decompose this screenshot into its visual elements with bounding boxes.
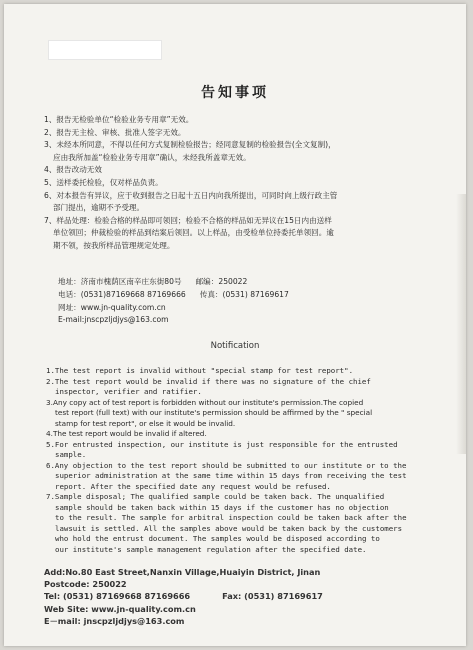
cn-address-row: [58, 276, 418, 289]
en-notice-line: inspector, verifier and ratifier.: [55, 387, 202, 396]
cn-address: 地址：济南市槐荫区南辛庄东街80号: [58, 277, 182, 286]
en-notice-line: superior administration at the same time within 15 days from receiving the test: [55, 471, 407, 480]
en-address: Add:No.80 East Street,Nanxin Village,Huaiyin District, Jinan: [44, 567, 321, 577]
en-notice-line: sample should be taken back within 15 days if the customer has no objection: [55, 502, 389, 512]
cn-notice-line: 7、样品处理：检验合格的样品即可领回；检验不合格的样品如无异议在15日内由送样: [44, 215, 332, 225]
cn-notice-line: 5、送样委托检验，仅对样品负责。: [44, 177, 163, 187]
en-contact-block: [44, 566, 444, 627]
cn-notice-line: 单位领回；仲裁检验的样品到结案后领回。以上样品，由受检单位持委托单领回。逾: [53, 228, 334, 238]
en-tel: Tel: (0531) 87169668 87169666: [44, 591, 191, 602]
cn-notice-line: 应由我所加盖“检验业务专用章”确认，未经我所盖章无效。: [53, 152, 251, 162]
cn-notice-line: 3、未经本所同意，不得以任何方式复制检验报告；经同意复制的检验报告(全文复制)，: [44, 140, 336, 150]
redaction-box: [48, 40, 162, 60]
en-title: Notification: [210, 341, 260, 351]
en-notice-line: 7.Sample disposal; The qualified sample could be taken back. The unqualified: [46, 492, 385, 501]
en-notice-line: report. After the specified date any request would be refused.: [55, 481, 331, 491]
en-notice-line: 1.The test report is invalid without "special stamp for test report".: [46, 366, 354, 375]
cn-contact-block: [58, 276, 418, 327]
cn-postcode: 邮编：250022: [195, 277, 248, 286]
cn-phone: 电话：(0531)87169668 87169666: [58, 289, 186, 299]
en-notice-line: sample.: [55, 450, 87, 459]
en-notice-line: 4.The test report would be invalid if altered.: [46, 429, 207, 438]
en-notice-line: our institute's sample management regulation after the specified date.: [55, 544, 367, 554]
en-notice-line: lawsuit is settled. All the samples above would be taken back by the customers: [55, 523, 403, 533]
en-notice-line: to the result. The sample for arbitral inspection could be taken back after the: [55, 513, 407, 522]
cn-notice-line: 2、报告无主检、审核、批准人签字无效。: [44, 127, 186, 137]
cn-fax: 传真：(0531) 87169617: [199, 289, 289, 299]
en-notice-line: stamp for test report", or else it would be invalid.: [55, 418, 236, 428]
cn-notice-line: 4、报告改动无效: [44, 165, 102, 175]
cn-notice-list: [44, 114, 444, 253]
cn-phone-row: [58, 289, 418, 302]
en-notice-line: 3.Any copy act of test report is forbidden without our institute's permission.The copied: [46, 397, 364, 407]
page-fold-shadow: [456, 194, 466, 454]
cn-email: E-mail:jnscpzljdjys@163.com: [58, 315, 169, 325]
cn-notice-line: 1、报告无检验单位“检验业务专用章”无效。: [44, 115, 194, 124]
en-fax: Fax: (0531) 87169617: [222, 591, 323, 602]
en-postcode: Postcode: 250022: [44, 579, 127, 590]
en-notice-line: 5.For entrusted inspection, our institute is just responsible for the entrusted: [46, 439, 398, 449]
cn-title: 告知事项: [201, 85, 269, 101]
en-notice-line: 2.The test report would be invalid if there was no signature of the chief: [46, 376, 371, 386]
en-website: Web Site: www.jn-quality.com.cn: [44, 603, 196, 614]
cn-notice-line: 6、对本报告有异议，应于收到报告之日起十五日内向我所提出，可同时向上级行政主管: [44, 190, 338, 200]
en-phone-row: [44, 590, 444, 602]
cn-notice-line: 期不领，按我所样品管理规定处理。: [53, 240, 175, 250]
en-notice-list: [46, 366, 446, 555]
en-notice-line: who hold the entrust document. The samples would be disposed according to: [55, 534, 380, 543]
cn-notice-line: 部门提出，逾期不予受理。: [53, 203, 145, 213]
en-notice-line: test report (full text) with our institute's permission should be affirmed by the " special: [55, 408, 373, 417]
en-email: E－mail: jnscpzljdjys@163.com: [44, 615, 185, 626]
en-notice-line: 6.Any objection to the test report should be submitted to our institute or to the: [46, 460, 407, 470]
document-page: [4, 4, 466, 646]
cn-website: 网址：www.jn-quality.com.cn: [58, 302, 166, 312]
